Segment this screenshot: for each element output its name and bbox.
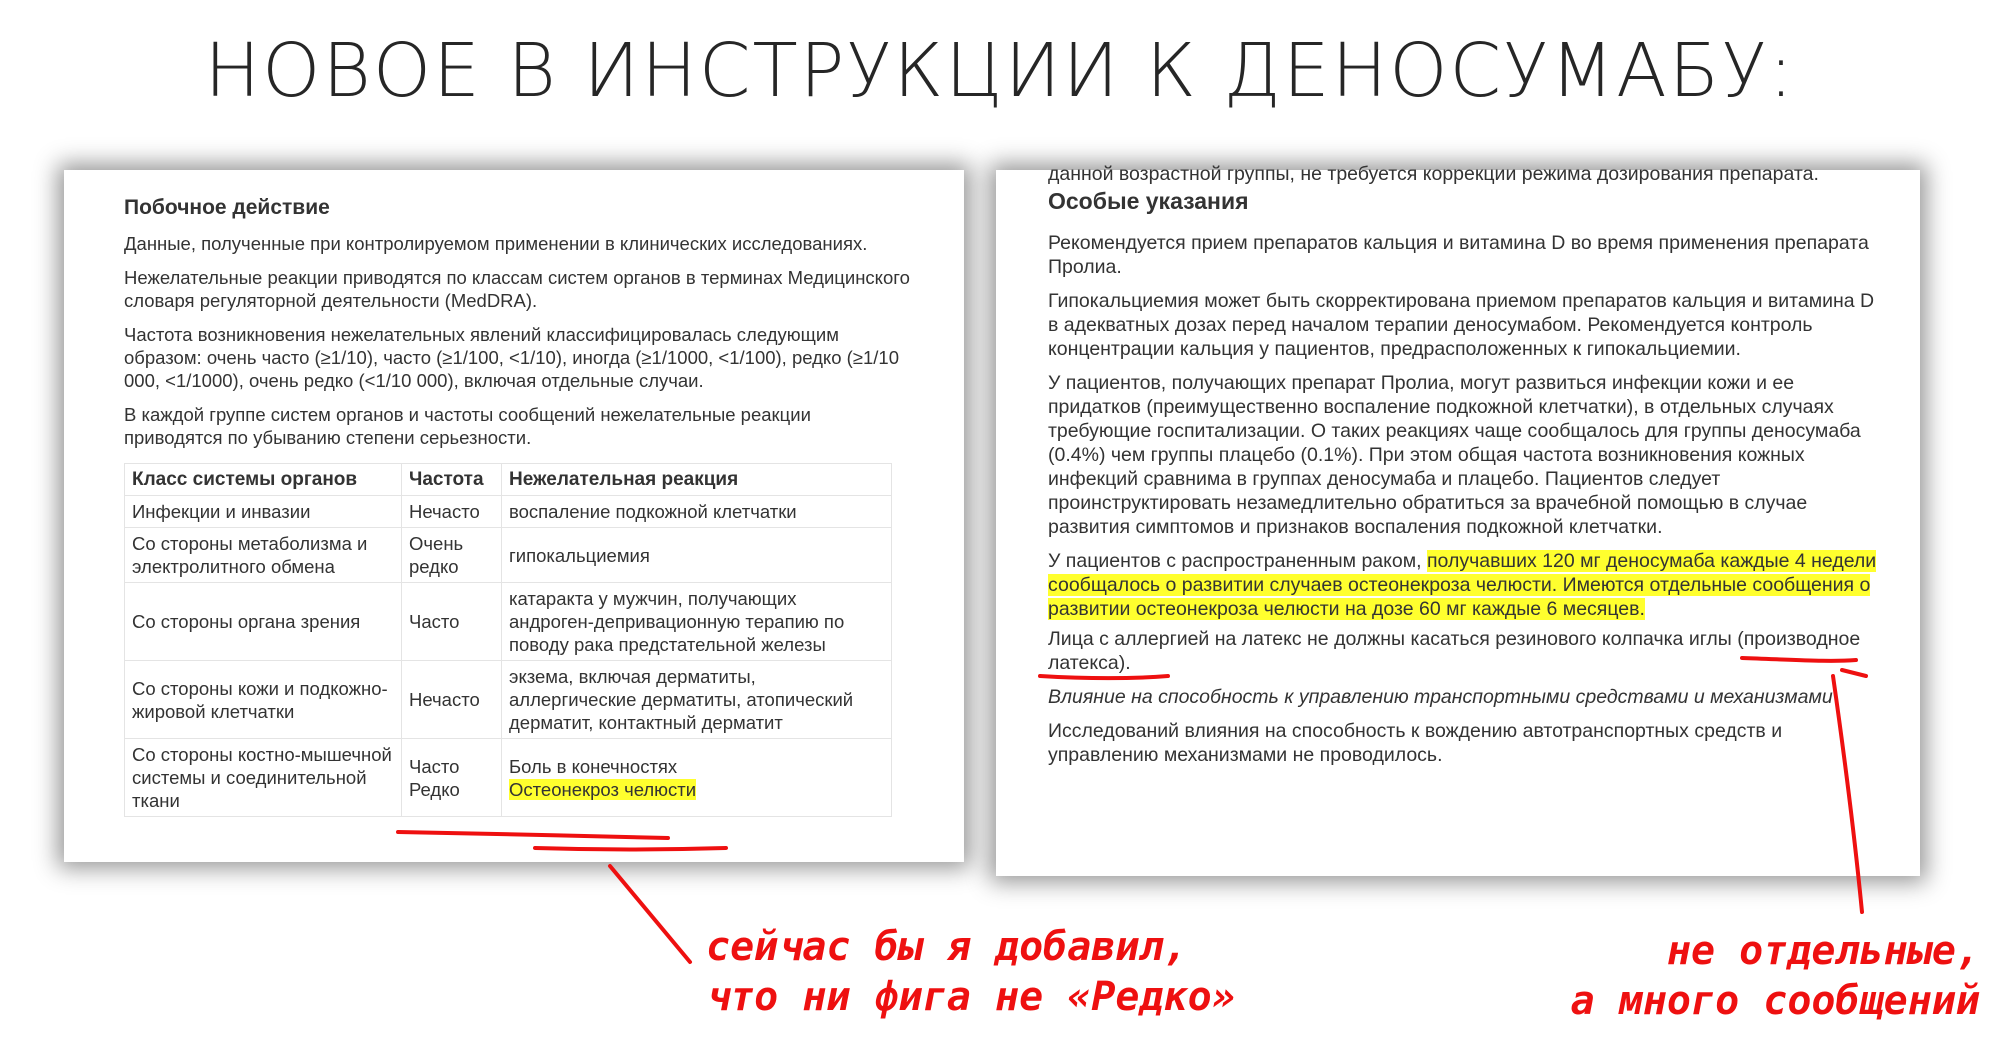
adverse-reactions-table: [124, 463, 892, 817]
frequency-cell: Часто: [402, 583, 502, 661]
reaction-cell: [502, 739, 892, 817]
paragraph-text: У пациентов с распространенным раком,: [1048, 550, 1427, 572]
pointer-stroke: [610, 866, 690, 962]
column-header-organ-class: Класс системы органов: [125, 464, 402, 496]
paragraph: Исследований влияния на способность к вождению автотранспортных средств и управлению механизмами не проводилось.: [1048, 720, 1783, 766]
paragraph: Лица с аллергией на латекс не должны касаться резинового колпачка иглы (производное латекса).: [1048, 628, 1861, 674]
frequency-value: Часто: [409, 755, 460, 777]
frequency-cell: Нечасто: [402, 496, 502, 528]
paragraph: Рекомендуется прием препаратов кальция и витамина D во время применения препарата Пролиа.: [1048, 232, 1869, 278]
side-effects-heading: Побочное действие: [124, 196, 330, 219]
paragraph: У пациентов, получающих препарат Пролиа, могут развиться инфекции кожи и ее придатков (преимущественно воспаление подкожной клетчатки), в отдельных случаях требующие госпитализации. О таких реакциях чаще сообщалось для группы деносумаба (0.4%) чем группы плацебо (0.1%). При этом общая частота возникновения кожных инфекций сравнима в группах деносумаба и плацебо. Пациентов следует проинструктировать незамедлительно обратиться за врачебной помощью в случае развития симптомов и признаков воспаления подкожной клетчатки.: [1048, 372, 1861, 538]
organ-cell: Со стороны органа зрения: [125, 583, 402, 661]
comment-line: а много сообщений: [1570, 978, 1980, 1024]
highlighted-reaction: Остеонекроз челюсти: [509, 778, 697, 800]
comment-not-rare: [706, 922, 1236, 1022]
comment-line: сейчас бы я добавил,: [706, 924, 1188, 970]
organ-cell: Со стороны метаболизма и электролитного обмена: [125, 528, 402, 583]
table-row: [125, 583, 892, 661]
organ-cell: Со стороны костно-мышечной системы и соединительной ткани: [125, 739, 402, 817]
frequency-cell: Очень редко: [402, 528, 502, 583]
special-instructions-panel: [996, 163, 1920, 876]
comment-line: что ни фига не «Редко»: [706, 974, 1236, 1020]
column-header-frequency: Частота: [402, 464, 502, 496]
table-row: [125, 661, 892, 739]
paragraph: Нежелательные реакции приводятся по классам систем органов в терминах Медицинского словаря регуляторной деятельности (MedDRA).: [124, 267, 910, 311]
paragraph: Гипокальциемия может быть скорректирована приемом препаратов кальция и витамина D в адекватных дозах перед началом терапии деносумабом. Рекомендуется контроль концентрации кальция у пациентов, предрасположенных к гипокальциемии.: [1048, 290, 1875, 360]
special-instructions-document: [1048, 163, 1888, 777]
table-row: [125, 528, 892, 583]
highlighted-text: получавших 120 мг деносумаба каждые 4 недели сообщалось о развитии случаев остеонекроза челюсти. Имеются отдельные сообщения о развитии остеонекроза челюсти на дозе 60 мг каждые 6 месяцев.: [1048, 550, 1877, 620]
special-instructions-heading: Особые указания: [1048, 188, 1249, 214]
table-header-row: [125, 464, 892, 496]
frequency-cell: [402, 739, 502, 817]
slide-title: НОВОЕ В ИНСТРУКЦИИ К ДЕНОСУМАБУ:: [204, 28, 1796, 114]
reaction-cell: катаракта у мужчин, получающих андроген-депривационную терапию по поводу рака предстательной железы: [502, 583, 892, 661]
reaction-cell: воспаление подкожной клетчатки: [502, 496, 892, 528]
organ-cell: Инфекции и инвазии: [125, 496, 402, 528]
table-row: [125, 739, 892, 817]
organ-cell: Со стороны кожи и подкожно-жировой клетчатки: [125, 661, 402, 739]
truncated-line: данной возрастной группы, не требуется коррекции режима дозирования препарата.: [1048, 163, 1819, 185]
subheading-italic: Влияние на способность к управлению транспортными средствами и механизмами: [1048, 686, 1833, 708]
comment-line: не отдельные,: [1666, 928, 1980, 974]
reaction-cell: гипокальциемия: [502, 528, 892, 583]
table-row: [125, 496, 892, 528]
column-header-reaction: Нежелательная реакция: [502, 464, 892, 496]
paragraph: [1048, 549, 1888, 621]
reaction-value: Боль в конечностях: [509, 755, 678, 777]
side-effects-document: [124, 196, 914, 817]
side-effects-panel: [64, 170, 964, 862]
paragraph: Частота возникновения нежелательных явлений классифицировалась следующим образом: очень часто (≥1/10), часто (≥1/100, <1/10), иногда (≥1/1000, <1/100), редко (≥1/10 000, <1/1000), очень редко (<1/10 000), включая отдельные случаи.: [124, 324, 899, 391]
paragraph: Данные, полученные при контролируемом применении в клинических исследованиях.: [124, 233, 868, 254]
frequency-value: Редко: [409, 778, 460, 800]
comment-many-reports: [1540, 926, 1980, 1026]
paragraph: В каждой группе систем органов и частоты сообщений нежелательные реакции приводятся по убыванию степени серьезности.: [124, 404, 811, 448]
frequency-cell: Нечасто: [402, 661, 502, 739]
reaction-cell: экзема, включая дерматиты, аллергические дерматиты, атопический дерматит, контактный дерматит: [502, 661, 892, 739]
